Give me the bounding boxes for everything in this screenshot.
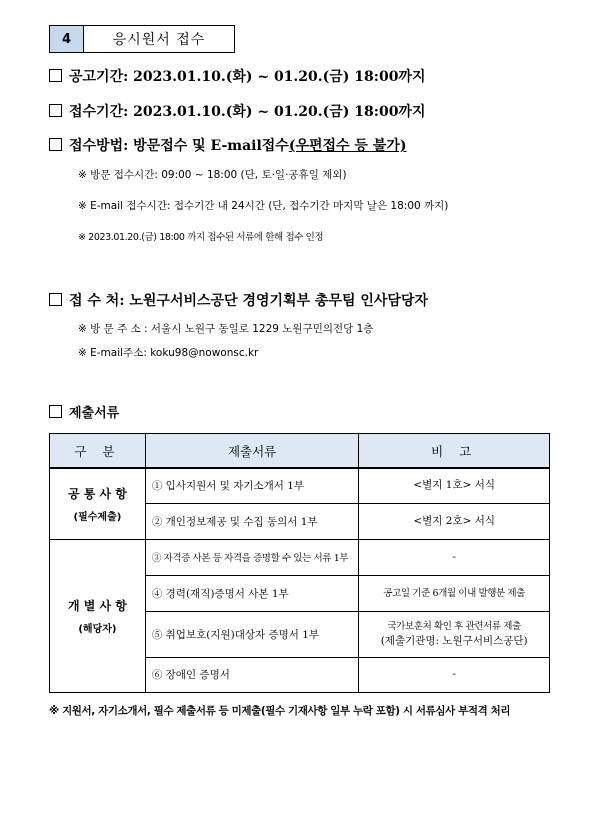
documents-table <box>49 433 550 693</box>
header-remarks: 비 고 <box>359 434 550 469</box>
method-note-deadline: ※ 2023.01.20.(금) 18:00 까지 접수된 서류에 한해 접수 인정 <box>78 232 324 243</box>
checkbox-icon <box>49 104 62 117</box>
remark-cell: - <box>359 657 550 692</box>
method-note-visit: ※ 방문 접수시간: 09:00 ~ 18:00 (단, 토·일·공휴일 제외) <box>78 169 347 181</box>
doc-cell: ⑤ 취업보호(지원)대상자 증명서 1부 <box>145 611 359 657</box>
receipt-office: 접 수 처: 노원구서비스공단 경영기획부 총무팀 인사담당자 <box>49 290 428 310</box>
header-documents: 제출서류 <box>145 434 359 469</box>
checkbox-icon <box>49 405 62 418</box>
checkbox-icon <box>49 69 62 82</box>
footer-note: ※ 지원서, 자기소개서, 필수 제출서류 등 미제출(필수 기재사항 일부 누락 포함) 시 서류심사 부적격 처리 <box>49 705 511 717</box>
office-email: ※ E-mail주소: koku98@nowonsc.kr <box>78 347 259 359</box>
receipt-period-value: 2023.01.10.(화) ~ 01.20.(금) 18:00까지 <box>133 104 426 120</box>
remark-cell: <별지 1호> 서식 <box>359 468 550 503</box>
doc-cell: ③ 자격증 사본 등 자격을 증명할 수 있는 서류 1부 <box>145 540 359 575</box>
remark-cell: <별지 2호> 서식 <box>359 503 550 539</box>
checkbox-icon <box>49 293 62 306</box>
table-header-row <box>50 434 550 469</box>
notice-period-value: 2023.01.10.(화) ~ 01.20.(금) 18:00까지 <box>133 69 426 85</box>
section-title: 응시원서 접수 <box>112 32 206 48</box>
receipt-method: 접수방법: 방문접수 및 E-mail접수(우편접수 등 불가) <box>49 135 407 155</box>
table-row <box>50 468 550 503</box>
method-note-email: ※ E-mail 접수시간: 접수기간 내 24시간 (단, 접수기간 마지막 날은 18:00 까지) <box>78 200 449 212</box>
remark-cell: - <box>359 540 550 575</box>
section-header <box>49 25 235 53</box>
receipt-period: 접수기간: 2023.01.10.(화) ~ 01.20.(금) 18:00까지 <box>49 101 425 121</box>
doc-cell: ① 입사지원서 및 자기소개서 1부 <box>145 468 359 503</box>
doc-cell: ④ 경력(재직)증명서 사본 1부 <box>145 575 359 611</box>
doc-cell: ② 개인정보제공 및 수집 동의서 1부 <box>145 503 359 539</box>
group-individual: 개 별 사 항 (해당자) <box>50 540 146 693</box>
group-common: 공 통 사 항 (필수제출) <box>50 468 146 540</box>
remark-cell: 공고일 기준 6개월 이내 발행분 제출 <box>359 575 550 611</box>
documents-heading: 제출서류 <box>49 402 119 421</box>
table-row <box>50 540 550 575</box>
remark-cell: 국가보훈처 확인 후 관련서류 제출 (제출기관명: 노원구서비스공단) <box>359 611 550 657</box>
section-number: 4 <box>50 26 84 52</box>
checkbox-icon <box>49 138 62 151</box>
method-excluded: (우편접수 등 불가) <box>288 138 407 154</box>
doc-cell: ⑥ 장애인 증명서 <box>145 657 359 692</box>
notice-period: 공고기간: 2023.01.10.(화) ~ 01.20.(금) 18:00까지 <box>49 66 425 86</box>
office-address: ※ 방 문 주 소 : 서울시 노원구 동일로 1229 노원구민의전당 1층 <box>78 323 374 335</box>
receipt-office-value: 노원구서비스공단 경영기획부 총무팀 인사담당자 <box>129 293 428 309</box>
header-category: 구 분 <box>50 434 146 469</box>
